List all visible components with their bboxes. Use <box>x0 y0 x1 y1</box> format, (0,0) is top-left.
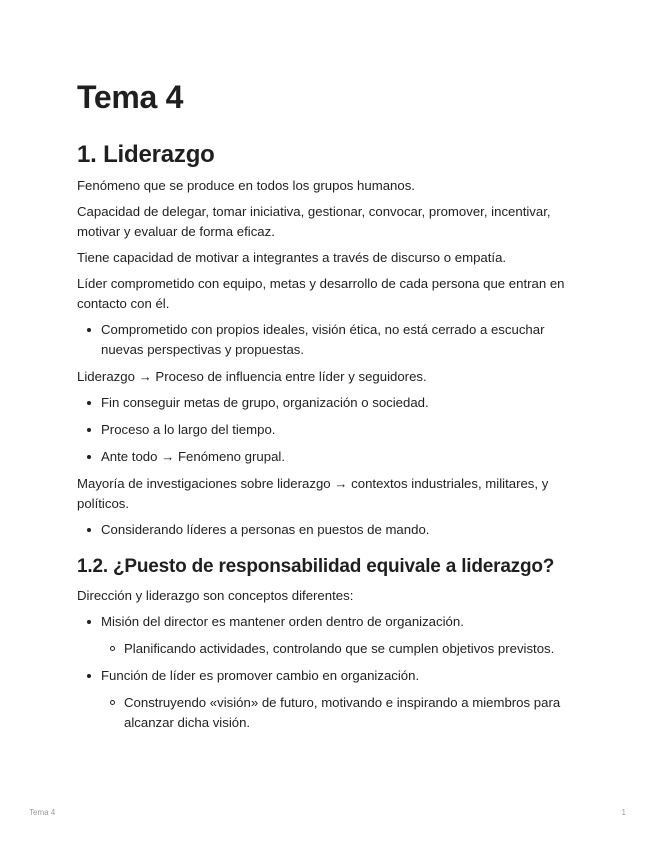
list-item <box>101 666 587 733</box>
page-title: Tema 4 <box>77 79 184 115</box>
bullet-list <box>77 320 587 360</box>
list-item-text: Misión del director es mantener orden dentro de organización. <box>101 614 464 629</box>
nested-list-item: Construyendo «visión» de futuro, motivando e inspirando a miembros para alcanzar dicha visión. <box>124 693 587 733</box>
list-item: Proceso a lo largo del tiempo. <box>101 420 587 440</box>
paragraph: Tiene capacidad de motivar a integrantes a través de discurso o empatía. <box>77 250 507 265</box>
paragraph: Mayoría de investigaciones sobre liderazgo → contextos industriales, militares, y políticos. <box>77 476 549 511</box>
paragraph: Líder comprometido con equipo, metas y desarrollo de cada persona que entran en contacto con él. <box>77 276 565 311</box>
footer-title: Tema 4 <box>29 808 56 817</box>
paragraph: Fenómeno que se produce en todos los grupos humanos. <box>77 178 415 193</box>
list-item: Comprometido con propios ideales, visión ética, no está cerrado a escuchar nuevas perspectivas y propuestas. <box>101 320 587 360</box>
list-item: Ante todo → Fenómeno grupal. <box>101 447 587 467</box>
list-item-text: Función de líder es promover cambio en organización. <box>101 668 420 683</box>
paragraph: Capacidad de delegar, tomar iniciativa, gestionar, convocar, promover, incentivar, motivar y evaluar de forma eficaz. <box>77 204 551 239</box>
bullet-list <box>77 520 587 540</box>
page-number: 1 <box>621 808 626 817</box>
bullet-list <box>77 393 587 467</box>
paragraph: Dirección y liderazgo son conceptos diferentes: <box>77 588 354 603</box>
document-page <box>77 72 587 740</box>
section-heading-liderazgo: 1. Liderazgo <box>77 141 215 168</box>
nested-bullet-list <box>101 693 587 733</box>
list-item: Considerando líderes a personas en puestos de mando. <box>101 520 587 540</box>
section-heading-puesto-responsabilidad: 1.2. ¿Puesto de responsabilidad equivale a liderazgo? <box>77 556 555 577</box>
paragraph: Liderazgo → Proceso de influencia entre líder y seguidores. <box>77 369 427 384</box>
list-item: Fin conseguir metas de grupo, organización o sociedad. <box>101 393 587 413</box>
list-item <box>101 612 587 659</box>
nested-bullet-list <box>101 639 587 659</box>
bullet-list <box>77 612 587 733</box>
nested-list-item: Planificando actividades, controlando que se cumplen objetivos previstos. <box>124 639 587 659</box>
